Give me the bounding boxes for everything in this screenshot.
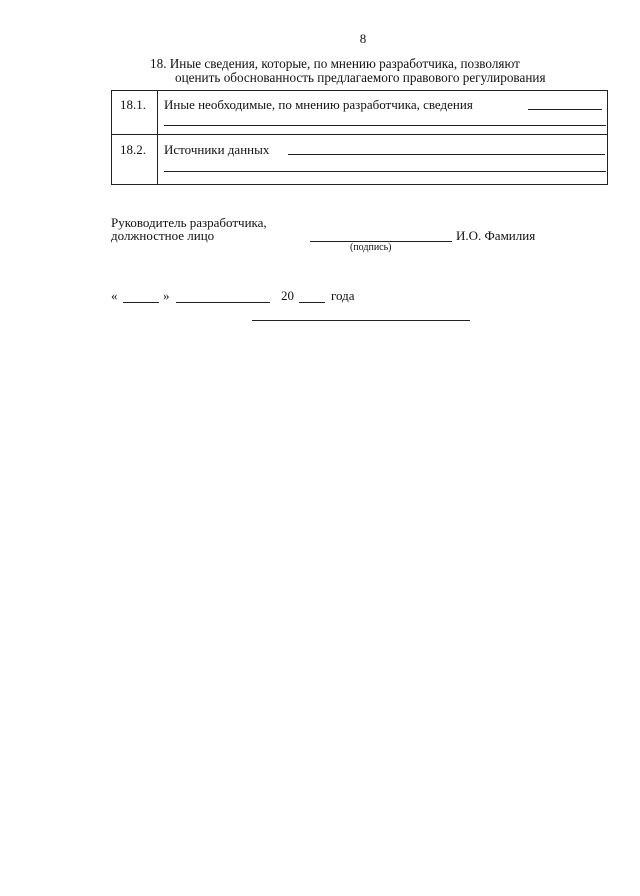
fill-line[interactable] bbox=[164, 171, 606, 172]
date-open-quote: « bbox=[111, 288, 118, 303]
fill-line[interactable] bbox=[288, 154, 605, 155]
signer-title-line2: должностное лицо bbox=[111, 228, 215, 243]
fill-line[interactable] bbox=[528, 109, 602, 110]
fill-line[interactable] bbox=[164, 125, 606, 126]
signer-title-line1: Руководитель разработчика, bbox=[111, 215, 267, 230]
date-close-quote: » bbox=[163, 288, 170, 303]
signer-name: И.О. Фамилия bbox=[456, 228, 536, 243]
day-fill-line[interactable] bbox=[123, 302, 159, 303]
page-number: 8 bbox=[359, 31, 367, 46]
month-fill-line[interactable] bbox=[176, 302, 270, 303]
signature-caption: (подпись) bbox=[350, 242, 392, 253]
info-table bbox=[111, 90, 608, 185]
row-number: 18.2. bbox=[120, 142, 146, 157]
year-suffix: года bbox=[331, 288, 355, 303]
year-prefix: 20 bbox=[281, 288, 294, 303]
section-heading-line2: оценить обоснованность предлагаемого правового регулирования bbox=[175, 70, 546, 85]
table-column-divider bbox=[157, 91, 158, 184]
row-number: 18.1. bbox=[120, 97, 146, 112]
row-label: Источники данных bbox=[164, 142, 270, 157]
table-row-divider bbox=[112, 134, 607, 135]
year-fill-line[interactable] bbox=[299, 302, 325, 303]
bottom-fill-line[interactable] bbox=[252, 320, 470, 321]
section-heading-line1: 18. Иные сведения, которые, по мнению разработчика, позволяют bbox=[150, 56, 520, 71]
signer-title bbox=[111, 216, 267, 242]
section-heading bbox=[150, 57, 546, 85]
row-label: Иные необходимые, по мнению разработчика, сведения bbox=[164, 97, 473, 112]
